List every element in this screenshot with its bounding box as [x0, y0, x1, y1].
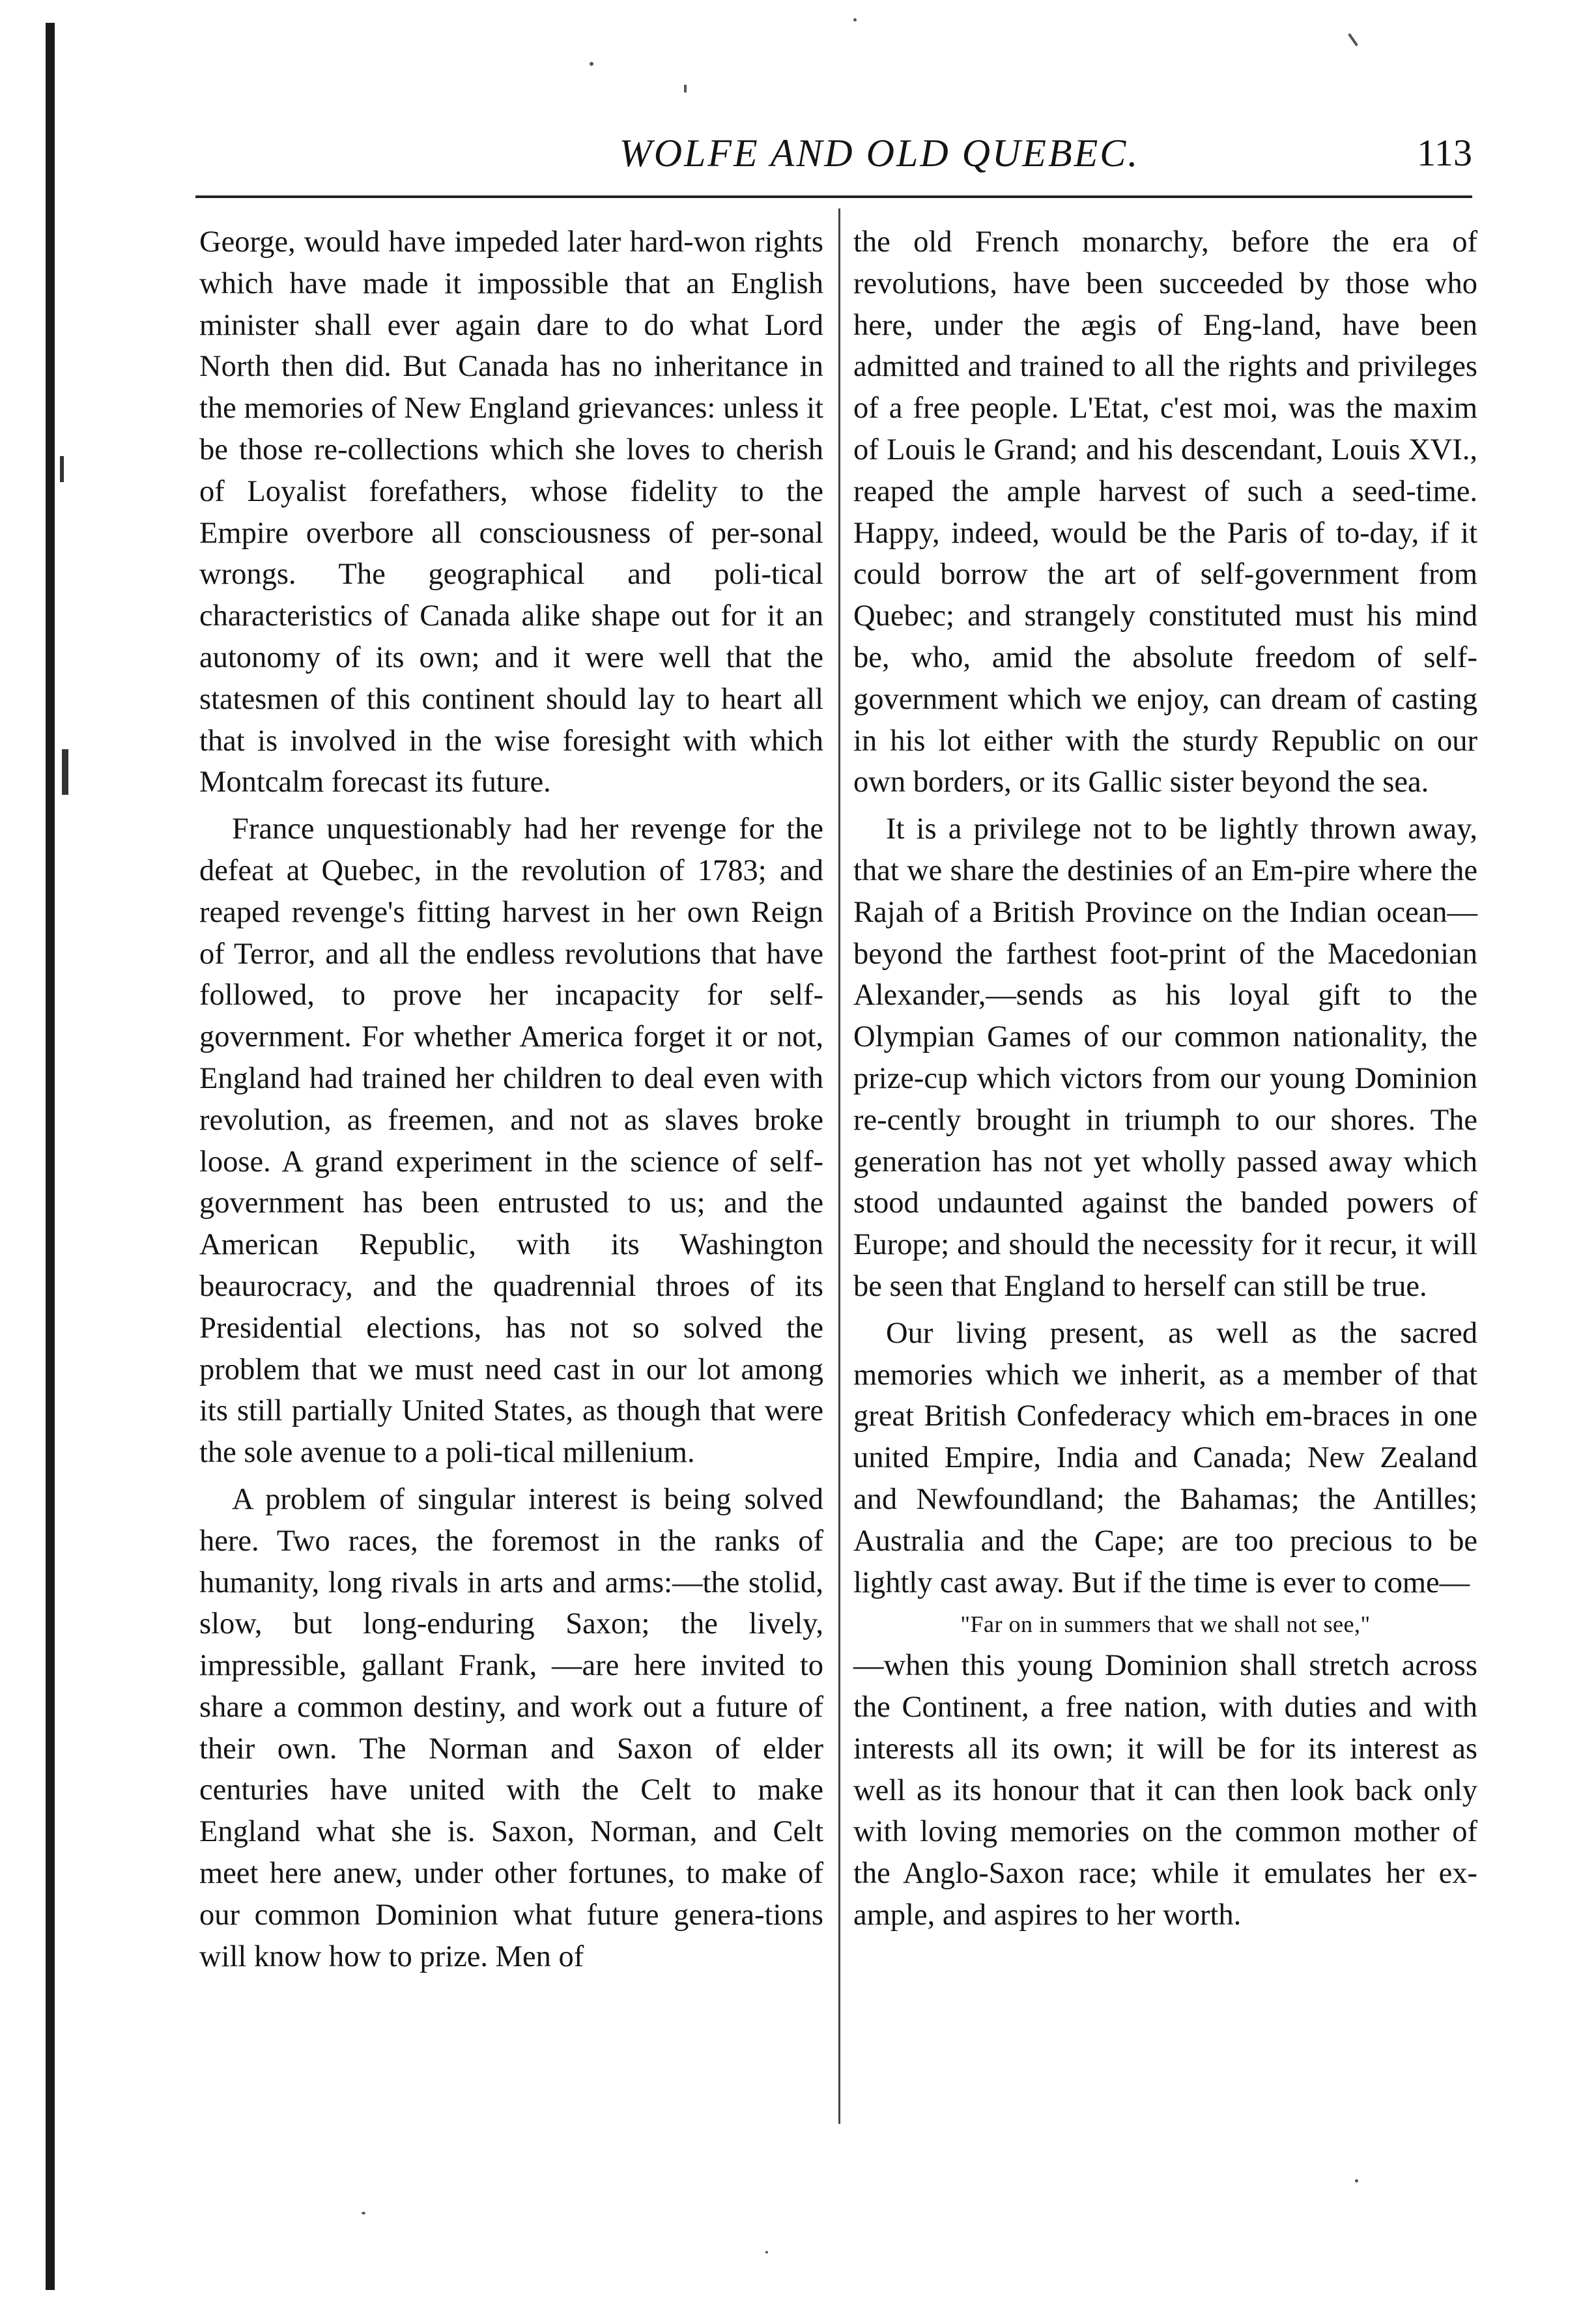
paragraph: George, would have impeded later hard-won rights which have made it impossible that an English minister shall ever again dare to do what Lord North then did. But Canada has no inheritance in the memories of New England grievances: unless it be those re-collections which she loves to cherish of Loyalist forefathers, whose fidelity to the Empire overbore all consciousness of per-sonal wrongs. The geographical and poli-tical characteristics of Canada alike shape out for it an autonomy of its own; and it were well that the statesmen of this continent should lay to heart all that is involved in the wise foresight with which Montcalm forecast its future.	[199, 225, 823, 799]
verse-quote: "Far on in summers that we shall not see,"	[960, 1611, 1371, 1638]
page-number: 113	[1417, 132, 1472, 174]
speck	[1355, 2179, 1358, 2183]
page-header	[195, 127, 1472, 179]
speck	[684, 85, 687, 93]
speck	[362, 2212, 365, 2214]
binding-mark	[62, 749, 68, 795]
speck	[853, 18, 857, 21]
paragraph: It is a privilege not to be lightly thrown away, that we share the destinies of an Em-pire where the Rajah of a British Province on the Indian ocean—beyond the farthest foot-print of the Macedonian Alexander,—sends as his loyal gift to the Olympian Games of our common nationality, the prize-cup which victors from our young Dominion re-cently brought in triumph to our shores. The generation has not yet wholly passed away which stood undaunted against the banded powers of Europe; and should the necessity for it recur, it will be seen that England to herself can still be true.	[853, 812, 1477, 1303]
paragraph: the old French monarchy, before the era of revolutions, have been succeeded by those who here, under the ægis of Eng-land, have been admitted and trained to all the rights and privileges of a free people. L'Etat, c'est moi, was the maxim of Louis le Grand; and his descendant, Louis XVI., reaped the ample harvest of such a seed-time. Happy, indeed, would be the Paris of to-day, if it could borrow the art of self-government from Quebec; and strangely constituted must his mind be, who, amid the absolute freedom of self-government which we enjoy, can dream of casting in his lot either with the sturdy Republic on our own borders, or its Gallic sister beyond the sea.	[853, 225, 1477, 799]
speck	[765, 2251, 768, 2254]
header-rule	[195, 195, 1472, 198]
column-rule	[838, 208, 840, 2124]
running-head: WOLFE AND OLD QUEBEC.	[619, 132, 1140, 175]
paragraph: Our living present, as well as the sacred memories which we inherit, as a member of that great British Confederacy which em-braces in one united Empire, India and Canada; New Zealand and Newfoundland; the Bahamas; the Antilles; Australia and the Cape; are too precious to be lightly cast away. But if the time is ever to come—	[853, 1316, 1477, 1599]
right-column	[853, 222, 1477, 1936]
page-binding-edge	[46, 23, 55, 2290]
speck	[1348, 33, 1358, 46]
binding-mark	[60, 456, 64, 482]
paragraph: A problem of singular interest is being solved here. Two races, the foremost in the ranks of humanity, long rivals in arts and arms:—the stolid, slow, but long-enduring Saxon; the lively, impressible, gallant Frank, —are here invited to share a common destiny, and work out a future of their own. The Norman and Saxon of elder centuries have united with the Celt to make England what she is. Saxon, Norman, and Celt meet here anew, under other fortunes, to make of our common Dominion what future genera-tions will know how to prize. Men of	[199, 1482, 823, 1973]
left-column	[199, 222, 823, 1977]
paragraph: —when this young Dominion shall stretch across the Continent, a free nation, with duties and with interests all its own; it will be for its interest as well as its honour that it can then look back only with loving memories on the common mother of the Anglo-Saxon race; while it emulates her ex-ample, and aspires to her worth.	[853, 1649, 1477, 1932]
paragraph: France unquestionably had her revenge for the defeat at Quebec, in the revolution of 1783; and reaped revenge's fitting harvest in her own Reign of Terror, and all the endless revolutions that have followed, to prove her incapacity for self-government. For whether America forget it or not, England had trained her children to deal even with revolution, as freemen, and not as slaves broke loose. A grand experiment in the science of self-government has been entrusted to us; and the American Republic, with its Washington beaurocracy, and the quadrennial throes of its Presidential elections, has not so solved the problem that we must need cast in our lot among its still partially United States, as though that were the sole avenue to a poli-tical millenium.	[199, 812, 823, 1470]
speck	[590, 62, 593, 66]
